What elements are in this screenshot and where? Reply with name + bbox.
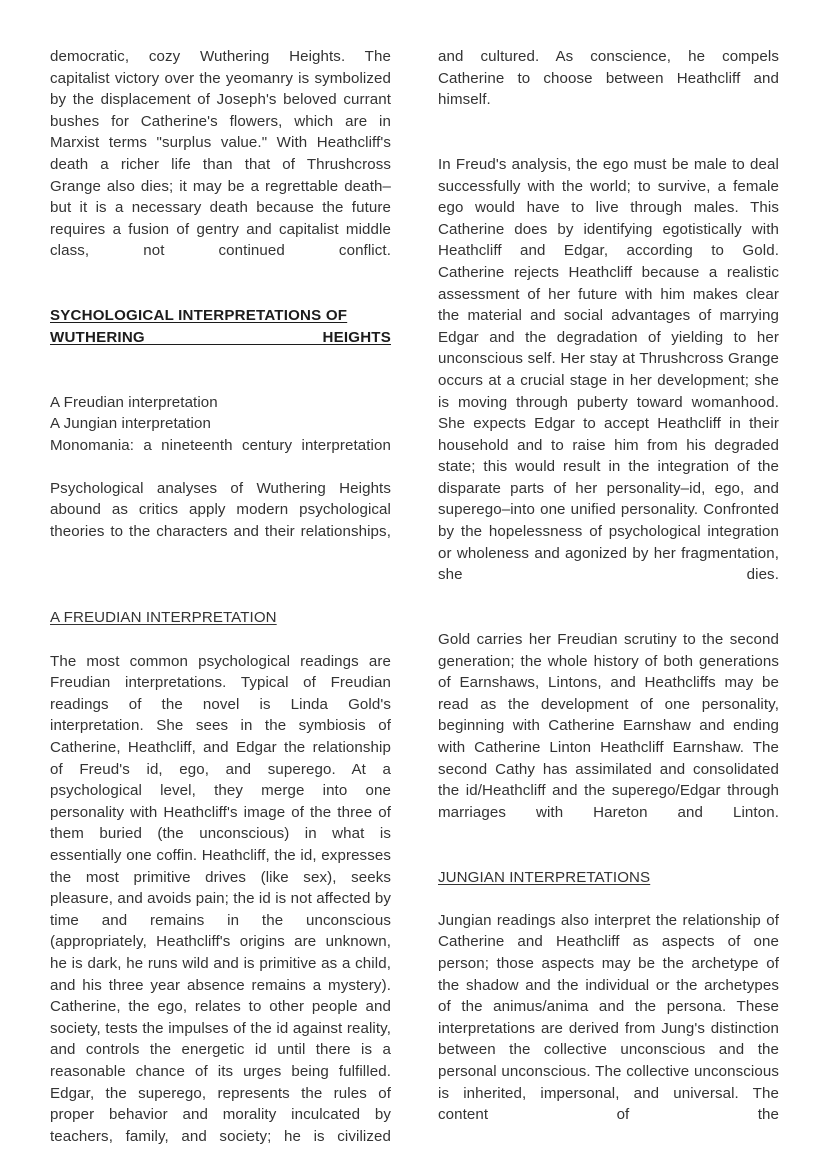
paragraph-marxist-conclusion: democratic, cozy Wuthering Heights. The capitalist victory over the yeomanry is symbolized by the displacement of Joseph's beloved currant bushes for Catherine's flowers, which are in Marxist terms "surplus value." With Heathcliff's death a richer life than that of Thrushcross Grange also dies; it may be a regrettable death–but it is a necessary death because the future requires a fusion of gentry and capitalist middle class, not continued conflict. (50, 48, 391, 260)
spacer (50, 586, 391, 608)
spacer (50, 284, 391, 306)
paragraph-gold-second-generation: Gold carries her Freudian scrutiny to the second generation; the whole history of both generations of Earnshaws, Lintons, and Heathcliffs may be read as the development of one personality, beginning with Catherine Earnshaw and ending with Catherine Linton Heathcliff Earnshaw. The second Cathy has assimilated and consolidated the id/Heathcliff and the superego/Edgar through marriages with Hareton and Linton. (438, 631, 779, 821)
list-item: A Jungian interpretation (50, 415, 211, 433)
spacer (438, 845, 779, 867)
paragraph-conscience-continued: and cultured. As conscience, he compels Catherine to choose between Heathcliff and himself. (438, 48, 779, 109)
list-item: Psychological analyses of Wuthering Heights abound as critics apply modern psychological theories to the characters and their relationships, (50, 479, 391, 541)
section-heading-line-2: WUTHERING HEIGHTS (50, 328, 391, 346)
two-column-layout (50, 46, 779, 1145)
section-heading-line-1: SYCHOLOGICAL INTERPRETATIONS OF (50, 307, 348, 325)
sub-heading-label: JUNGIAN INTERPRETATIONS (438, 868, 651, 886)
paragraph-freud-ego-analysis: In Freud's analysis, the ego must be male to deal successfully with the world; to survive, a female ego would have to live through males. This Catherine does by identifying egotistically with Heathcliff and Edgar, according to Gold. Catherine rejects Heathcliff because a realistic assessment of her future with him makes clear the material and social advantages of marrying Edgar and the degradation of yielding to her unconscious self. Her stay at Thrushcross Grange occurs at a crucial stage in her development; she is moving through puberty toward womanhood. She expects Edgar to accept Heathcliff in their household and to raise him from his degraded state; this would result in the integration of the disparate parts of her personality–id, ego, and superego–into one unified personality. Confronted by the hopelessness of psychological integration or wholeness and agonized by her fragmentation, she dies. (438, 155, 779, 584)
paragraph-jungian-readings: Jungian readings also interpret the relationship of Catherine and Heathcliff as aspects of one person; those aspects may be the archetype of the shadow and the individual or the archetypes of the animus/anima and the persona. These interpretations are derived from Jung's distinction between the collective unconscious and the personal unconscious. The collective unconscious is inherited, impersonal, and universal. The content of the (438, 911, 779, 1124)
list-item: A Freudian interpretation (50, 393, 218, 411)
left-column (50, 46, 391, 1169)
paragraph-freudian-readings: The most common psychological readings are Freudian interpretations. Typical of Freudian readings of the novel is Linda Gold's interpretation. She sees in the symbiosis of Catherine, Heathcliff, and Edgar the relationship of Freud's id, ego, and superego. At a psychological level, they merge into one personality with Heathcliff's image of the three of them buried (the unconscious) in what is essentially one coffin. Heathcliff, the id, expresses the most primitive drives (like sex), seeks pleasure, and avoids pain; the id is not affected by time and remains in the unconscious (appropriately, Heathcliff's origins are unknown, he is dark, he runs wild and is primitive as a child, and his three year absence remains a mystery). Catherine, the ego, relates to other people and society, tests the impulses of the id against reality, and controls the energetic id until there is a reasonable chance of its urges being fulfilled. Edgar, the superego, represents the rules of proper behavior and morality inculcated by teachers, family, and society; he is civilized (50, 652, 391, 1145)
right-column (438, 46, 779, 1147)
interpretation-list (50, 392, 391, 565)
sub-heading-jungian-interpretations (438, 867, 779, 889)
spacer (50, 564, 391, 586)
section-heading-psychological-interpretations (50, 305, 391, 370)
sub-heading-label: A FREUDIAN INTERPRETATION (50, 609, 277, 627)
spacer (438, 888, 779, 910)
spacer (50, 370, 391, 392)
list-item: Monomania: a nineteenth century interpretation (50, 436, 391, 454)
spacer (50, 629, 391, 651)
sub-heading-freudian-interpretation (50, 607, 391, 629)
